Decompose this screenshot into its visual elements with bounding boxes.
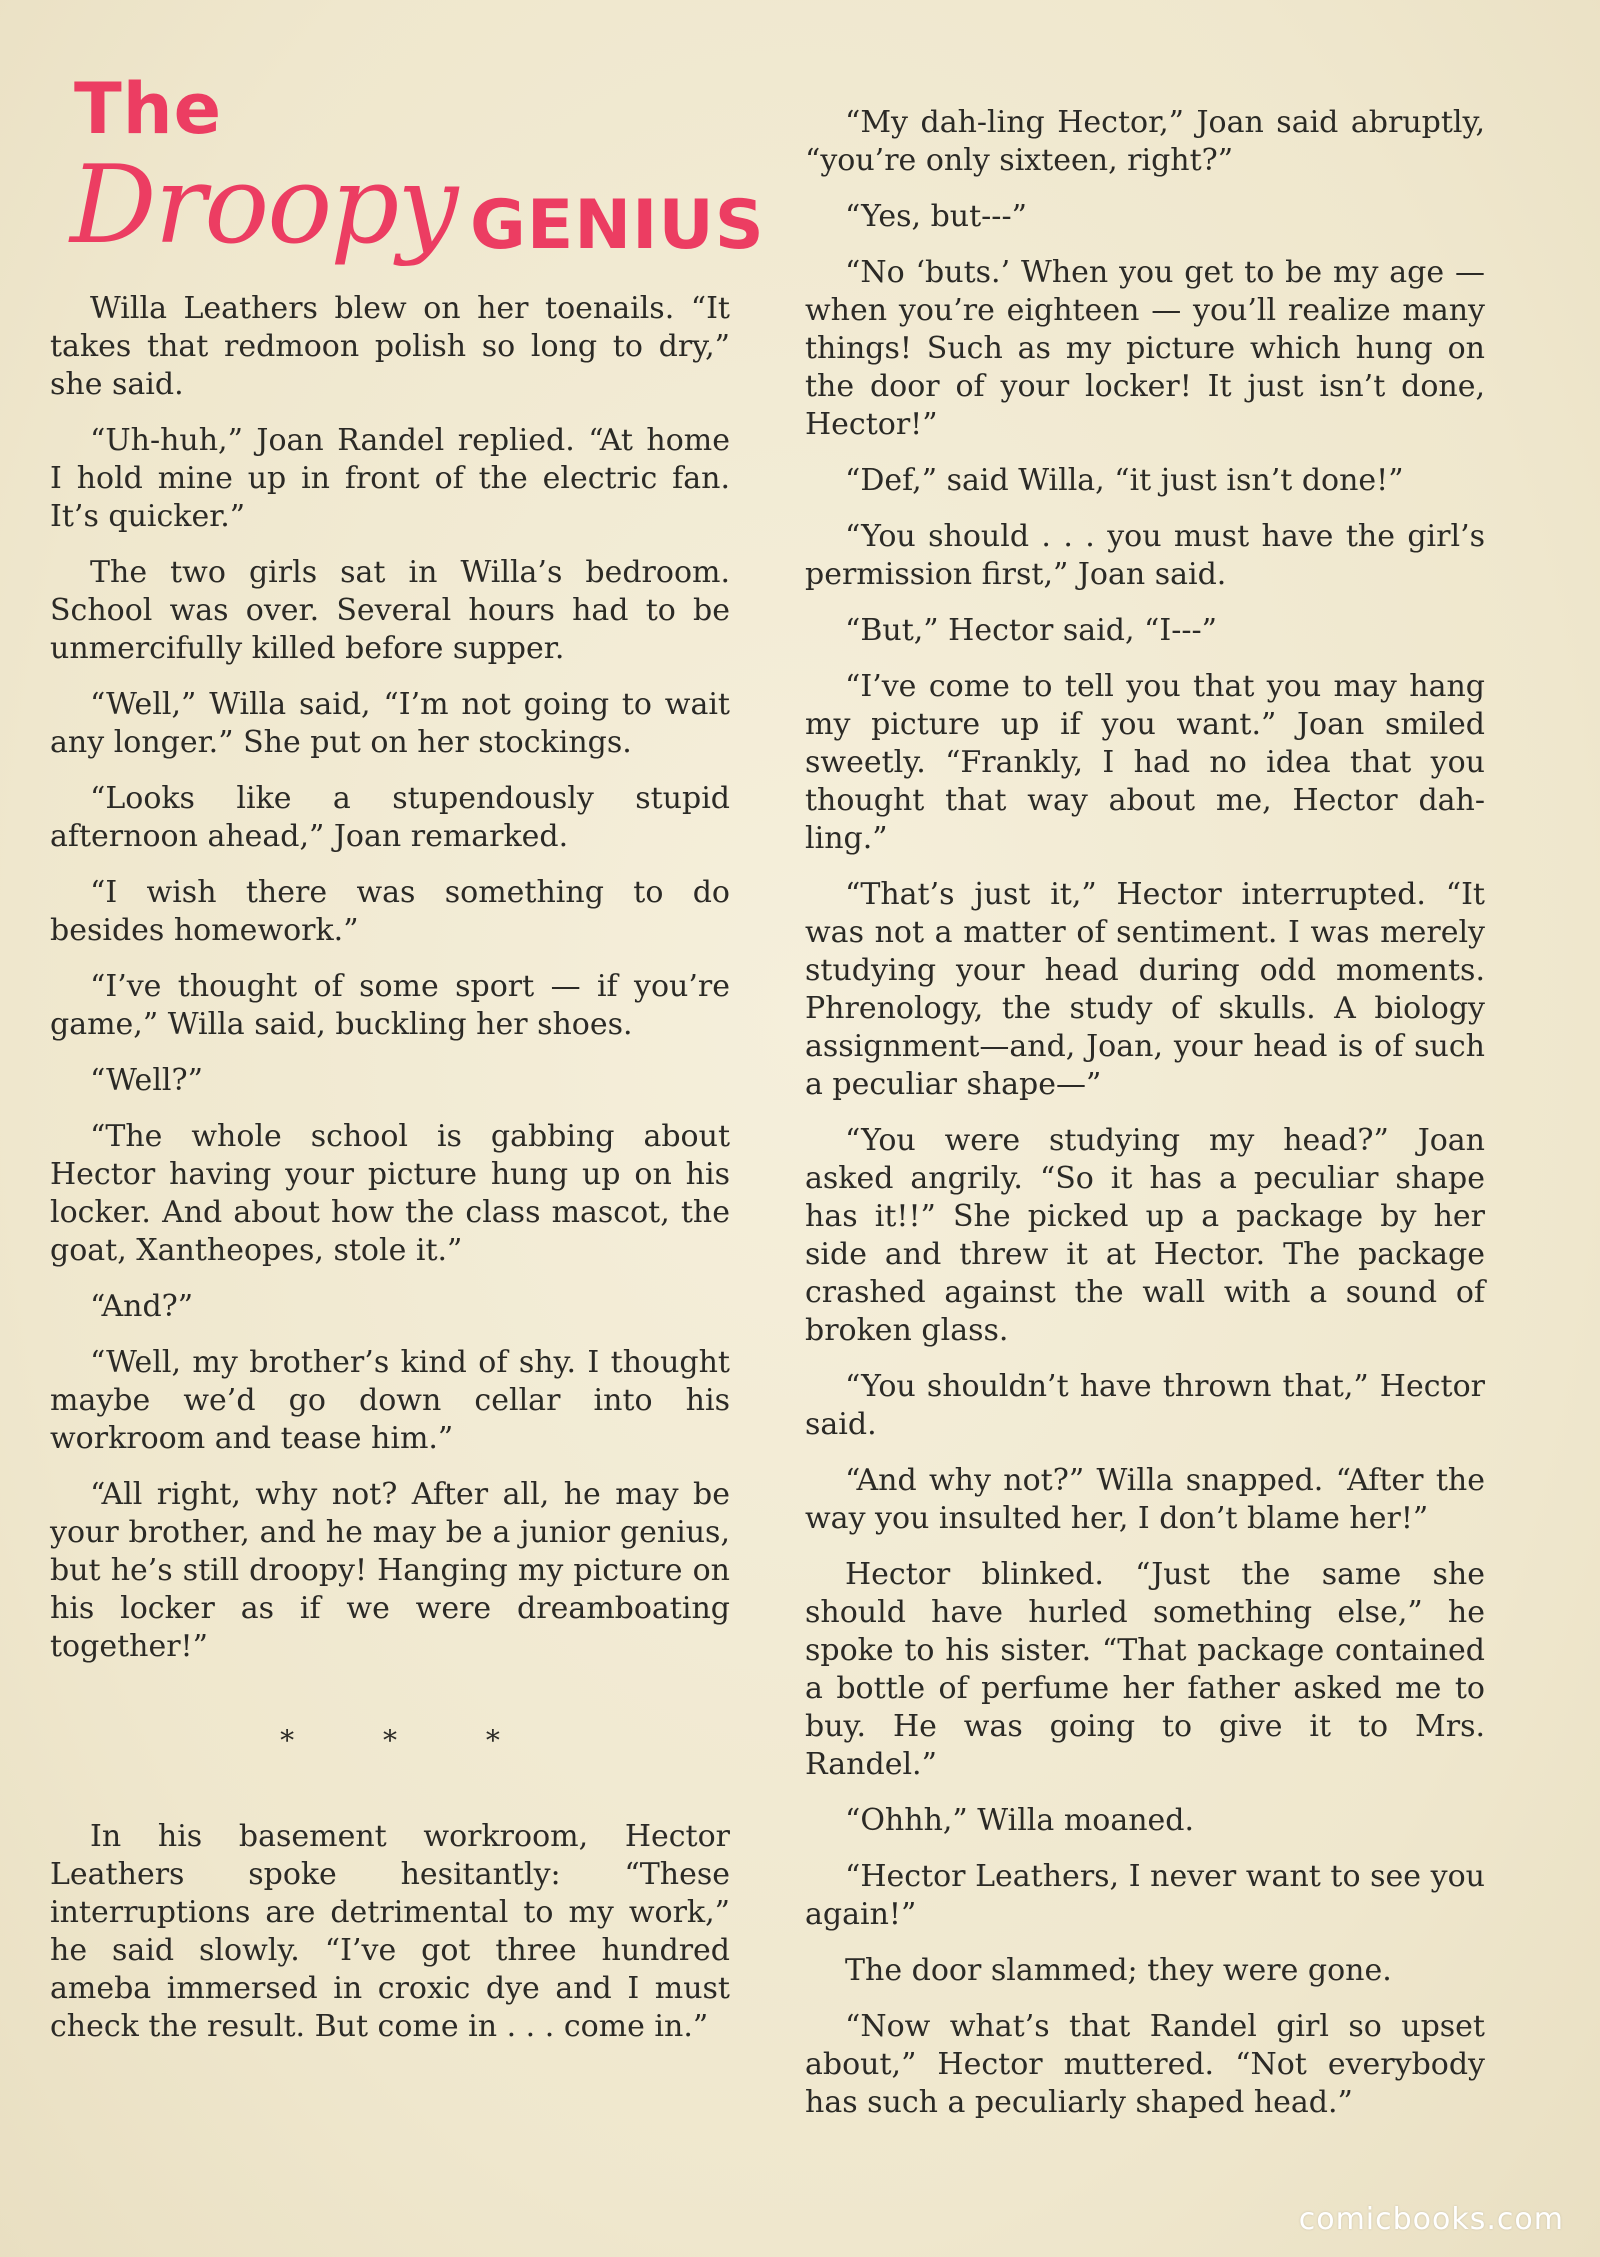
paragraph: “Hector Leathers, I never want to see you again!” [805, 1859, 1485, 1932]
paragraph: “Def,” said Willa, “it just isn’t done!” [845, 463, 1404, 498]
paragraph: “I’ve thought of some sport — if you’re game,” Willa said, buckling her shoes. [50, 969, 730, 1042]
left-column [50, 290, 730, 2064]
paragraph: “Well?” [90, 1063, 203, 1098]
paragraph: “Uh-huh,” Joan Randel replied. “At home I hold mine up in front of the electric fan. It’s quicker.” [50, 423, 730, 534]
paragraph: “Looks like a stupendously stupid afternoon ahead,” Joan remarked. [50, 781, 730, 854]
paragraph: “Now what’s that Randel girl so upset about,” Hector muttered. “Not everybody has such a peculiarly shaped head.” [805, 2009, 1485, 2120]
paragraph: “Ohhh,” Willa moaned. [845, 1803, 1195, 1838]
paragraph: The two girls sat in Willa’s bedroom. School was over. Several hours had to be unmercifully killed before supper. [50, 555, 730, 666]
paragraph: “All right, why not? After all, he may be your brother, and he may be a junior genius, but he’s still droopy! Hanging my picture on his locker as if we were dreamboating together!” [50, 1477, 730, 1664]
paragraph: The door slammed; they were gone. [845, 1953, 1392, 1988]
paragraph: “Yes, but---” [845, 199, 1027, 234]
paragraph: In his basement workroom, Hector Leathers spoke hesitantly: “These interruptions are detrimental to my work,” he said slowly. “I’ve got three hundred ameba immersed in croxic dye and I must check the result. But come in . . . come in.” [50, 1819, 730, 2044]
paragraph: “No ‘buts.’ When you get to be my age — when you’re eighteen — you’ll realize many things! Such as my picture which hung on the door of your locker! It just isn’t done, Hector!” [805, 255, 1485, 442]
paragraph: “I wish there was something to do besides homework.” [50, 875, 730, 948]
title-droopy: Droopy [70, 143, 457, 268]
paragraph: “You were studying my head?” Joan asked angrily. “So it has a peculiar shape has it!!” She picked up a package by her side and threw it at Hector. The package crashed against the wall with a sound of broken glass. [805, 1123, 1485, 1348]
paragraph: “Well,” Willa said, “I’m not going to wait any longer.” She put on her stockings. [50, 687, 730, 760]
paragraph: “You shouldn’t have thrown that,” Hector said. [805, 1369, 1485, 1442]
paragraph: “That’s just it,” Hector interrupted. “It was not a matter of sentiment. I was merely studying your head during odd moments. Phrenology, the study of skulls. A biology assignment—and, Joan, your head is of such a peculiar shape—” [805, 877, 1485, 1102]
paragraph: “Well, my brother’s kind of shy. I thought maybe we’d go down cellar into his workroom and tease him.” [50, 1345, 730, 1456]
title-the: The [74, 68, 223, 150]
paragraph: “The whole school is gabbing about Hector having your picture hung up on his locker. And about how the class mascot, the goat, Xantheopes, stole it.” [50, 1119, 730, 1268]
story-title [70, 70, 780, 290]
paragraph: “I’ve come to tell you that you may hang my picture up if you want.” Joan smiled sweetly. “Frankly, I had no idea that you thought that way about me, Hector dah-ling.” [805, 669, 1485, 856]
paragraph: Willa Leathers blew on her toenails. “It takes that redmoon polish so long to dry,” she said. [50, 291, 730, 402]
section-separator: * * * [280, 1724, 540, 1757]
paragraph: “And why not?” Willa snapped. “After the way you insulted her, I don’t blame her!” [805, 1463, 1485, 1536]
right-column [805, 104, 1485, 2140]
title-genius: GENIUS [470, 186, 765, 265]
paragraph: “But,” Hector said, “I---” [845, 613, 1217, 648]
paragraph: Hector blinked. “Just the same she should have hurled something else,” he spoke to his sister. “That package contained a bottle of perfume her father asked me to buy. He was going to give it to Mrs. Randel.” [805, 1557, 1485, 1782]
paragraph: “My dah-ling Hector,” Joan said abruptly, “you’re only sixteen, right?” [805, 105, 1485, 178]
source-watermark: comicbooks.com [1298, 2202, 1564, 2237]
paragraph: “And?” [90, 1289, 194, 1324]
paragraph: “You should . . . you must have the girl’s permission first,” Joan said. [805, 519, 1485, 592]
